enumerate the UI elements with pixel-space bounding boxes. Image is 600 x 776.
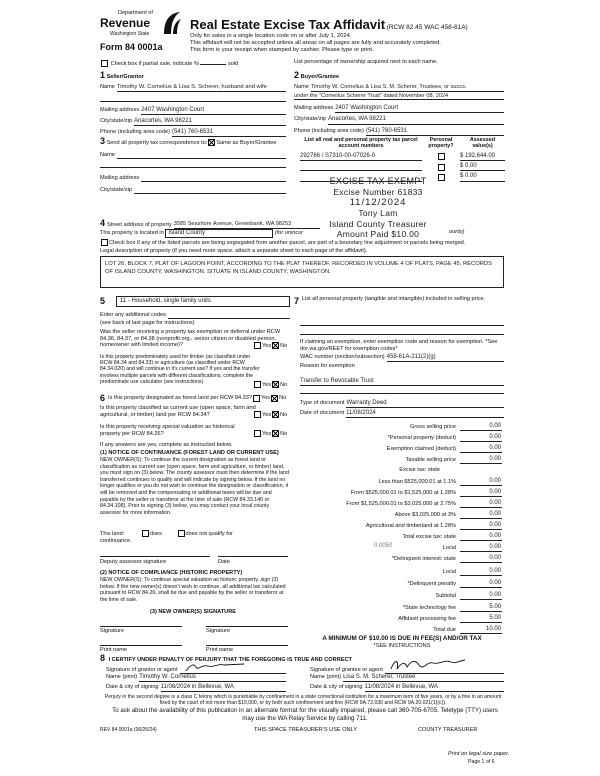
fee-label: *Delinquent penalty	[407, 581, 456, 588]
this-land-label: This land:	[100, 530, 125, 537]
buyer-phone-field[interactable]: (541) 760-6531	[366, 128, 504, 136]
section-number-3: 3	[100, 136, 106, 146]
fee-label: Local	[442, 569, 456, 576]
current-use-no-checkbox[interactable]	[272, 411, 279, 418]
county-field[interactable]: Island County	[165, 229, 273, 238]
stamp-line2: Excise Number 61833	[333, 186, 423, 197]
seller-city-field[interactable]: Anacortes, WA 98221	[134, 118, 286, 126]
fee-value[interactable]: 0.00	[460, 456, 502, 464]
current-use-yes-checkbox[interactable]	[254, 411, 261, 418]
treasurer-use-only: THIS SPACE TREASURER'S USE ONLY	[254, 727, 358, 733]
additional-codes-row	[100, 312, 290, 319]
signature-label2: Signature	[206, 628, 230, 634]
fee-row	[282, 421, 502, 431]
exemption-claim-label: If claiming an exemption, enter exemption code and reason for exemption. *See dor.wa.gov/REET for exemption codes*	[300, 339, 498, 352]
notice2-text: NEW OWNER(S): To continue special valuation as historic property, sign (3) below. If the new owner(s) doesn't wish to continue, all additional tax calculated pursuant to RCW 84.26, shall be due and payable by the seller or transferor at the time of sale.	[100, 577, 286, 603]
header-sub1: Only for sales in a single location code on or after July 1, 2024.	[190, 33, 352, 39]
wac-row	[300, 354, 504, 362]
q2-yes-checkbox[interactable]	[254, 381, 261, 388]
form-title	[190, 17, 468, 33]
doc-type-label: Type of document	[300, 400, 345, 406]
parcels-table	[300, 137, 505, 182]
historic-yes-label: Yes	[262, 430, 272, 437]
notice1-title: (1) NOTICE OF CONTINUANCE (FOREST LAND OR CURRENT USE)	[100, 450, 279, 456]
fee-label: Less than $525,000.01 at 1.1%	[378, 479, 456, 486]
wac-label: WAC number (section/subsection)	[300, 354, 385, 360]
partial-sold-label: sold	[228, 61, 239, 67]
page-number: Page 1 of 6	[468, 759, 495, 765]
fee-row	[282, 476, 502, 486]
section-number-4: 4	[100, 218, 106, 228]
rev-number: REV 84 0001a (06/26/24)	[100, 727, 157, 733]
this-land-row	[100, 530, 233, 538]
fee-row	[282, 464, 502, 474]
buyer-name-label: Name	[294, 83, 309, 90]
correspondence-label: Send all property tax correspondence to:	[106, 140, 208, 146]
signature-label1: Signature	[100, 628, 124, 634]
grantee-sig-label: Signature of grantee or agent	[310, 667, 383, 674]
section-number-7: 7	[294, 296, 300, 306]
new-owner-print-line1[interactable]	[100, 645, 182, 646]
fee-row	[282, 443, 502, 453]
current-use-no-label: No	[280, 411, 288, 418]
q1-no-checkbox[interactable]	[272, 342, 279, 349]
seller-mailing-label: Mailing address	[100, 106, 140, 113]
fee-row	[282, 578, 502, 588]
certify-label: I CERTIFY UNDER PENALTY OF PERJURY THAT THE FOREGOING IS TRUE AND CORRECT	[108, 657, 352, 663]
q2-yes-label: Yes	[262, 381, 272, 388]
buyer-city-label: City/state/zip	[294, 116, 327, 123]
doc-date-field[interactable]: 11/08/2024	[346, 410, 504, 418]
fee-row	[282, 613, 502, 623]
grantee-name-row	[310, 674, 504, 682]
parcel-row	[300, 163, 505, 171]
notice1-text: NEW OWNER(S): To continue the current designation as forest land or classification as current use (open space, farm and agriculture, or timber) land, you must sign on (3) below. The county assessor must then determine if the land transferred continues to qualify and will indicate by signing below. If the land no longer qualifies or you do not wish to continue the designation or classification, it will be removed and the compensating or additional taxes will be due and payable by the seller or transferor at the time of sale (RCW 84.33.140 or 84.34.108). Prior to signing (3) below, you may contact your local county assessor for more information.	[100, 457, 289, 516]
parcels-col1-header: List all real and personal property tax parcel account numbers	[304, 137, 418, 150]
section-number-5: 5	[100, 296, 106, 307]
does-label: does	[149, 530, 162, 537]
use-code-field[interactable]: 11 - Household, single family units	[116, 296, 290, 307]
personal-property-list	[294, 296, 506, 307]
accessibility-notice: To ask about the availability of this publication in an alternate format for the visually impaired, please call 360-705-6705. Teletype (TTY) users may use the WA Relay Service by calling 711.	[112, 707, 498, 722]
buyer-section	[294, 70, 504, 136]
fee-value[interactable]: 0.00	[460, 522, 502, 530]
section-number-2: 2	[294, 70, 300, 80]
buyer-phone-label: Phone (including area code)	[294, 127, 364, 134]
seller-city-label: City/state/zip	[100, 117, 133, 124]
seller-name-field[interactable]: Timothy W. Cornelius & Lisa S. Scherer, husband and wife	[117, 84, 286, 92]
fee-label: Subtotal	[435, 593, 456, 600]
new-owner-heading: (3) NEW OWNER(S) SIGNATURE	[150, 609, 236, 615]
seller-name-label: Name	[100, 83, 115, 90]
wac-field[interactable]: 458-61A-211(2)(g)	[387, 354, 504, 362]
new-owner-print-line2[interactable]	[206, 645, 288, 646]
fee-label: Local	[442, 545, 456, 552]
section-number-1: 1	[100, 70, 106, 80]
segregate-row	[100, 239, 504, 247]
fee-row	[282, 520, 502, 530]
list-pct-note: List percentage of ownership acquired next to each name.	[294, 59, 438, 65]
treasurer-stamp	[322, 176, 434, 239]
fee-label: *Personal property (deduct)	[387, 435, 456, 442]
corr-mailing-label: Mailing address	[100, 174, 140, 181]
grantor-date-field[interactable]: 11/08/2024 in Bellevue, WA	[161, 684, 286, 692]
fee-label: Above $3,025,000 at 3%	[394, 512, 456, 519]
grantor-name-row	[106, 674, 286, 682]
forest-yes-checkbox[interactable]	[253, 395, 260, 402]
see-instructions-note: *SEE INSTRUCTIONS	[373, 643, 431, 649]
fee-row	[282, 487, 502, 497]
notice2-title: (2) NOTICE OF COMPLIANCE (HISTORIC PROPERTY)	[100, 570, 243, 576]
segregate-label: Check box if any of the listed parcels are being segregated from another parcel, are part of a boundary line adjustment or parcels being merged.	[109, 239, 466, 246]
grantor-date-row	[106, 684, 286, 692]
continuance-label: continuance.	[100, 538, 132, 544]
forest-q1-text: Is this property designated as forest land per RCW 84.33?	[108, 395, 252, 402]
stamp-line1: EXCISE TAX EXEMPT	[329, 176, 427, 186]
fee-label: Taxable selling price	[405, 457, 456, 464]
unincorp-label: (for unincor	[274, 230, 304, 236]
county-treasurer-label: COUNTY TREASURER	[418, 727, 478, 733]
fee-row	[282, 602, 502, 612]
assessed-value-field[interactable]: $ 0.00	[460, 163, 505, 171]
partial-sale-label: Check box if partial sale, indicate %	[110, 61, 199, 67]
additional-codes-field[interactable]	[168, 312, 290, 319]
corr-name-line2[interactable]	[100, 159, 286, 168]
header-sub2: This affidavit will not be accepted unless all areas on all pages are fully and accurately completed.	[190, 40, 441, 46]
does-not-label: does not qualify for	[185, 530, 233, 537]
stamp-line6: Amount Paid $10.00	[336, 228, 420, 239]
buyer-mailing-field[interactable]: 2407 Washington Court	[335, 105, 504, 113]
use-code-row	[100, 296, 290, 307]
street-address-field[interactable]: 3585 Seashore Avenue, Greenbank, WA 98253	[174, 221, 320, 229]
fee-label: *State technology fee	[402, 605, 456, 612]
legal-label: Legal description of property (if you need more space, attach a separate sheet to each page of the affidavit).	[100, 248, 368, 254]
parcel-row	[300, 153, 505, 161]
corr-name-field[interactable]	[117, 152, 286, 159]
seller-name-line2[interactable]	[100, 92, 286, 102]
q1-yes-checkbox[interactable]	[254, 342, 261, 349]
grantee-name-field[interactable]: Lisa S. M. Scherer, Trustee	[343, 674, 504, 682]
historic-q3: Is this property receiving special valuation as historical property per RCW 84.26?	[100, 424, 235, 437]
grantee-signature-row	[310, 664, 504, 674]
fee-label: Affidavit processing fee	[398, 616, 456, 623]
q2-no-checkbox[interactable]	[272, 381, 279, 388]
grantor-signature-mark	[184, 661, 248, 673]
grantee-date-label: Date & city of signing	[310, 684, 363, 690]
seller-phone-field[interactable]: (541) 760-6531	[172, 129, 286, 137]
current-use-yes-label: Yes	[262, 411, 272, 418]
see-back-note: (see back of last page for instructions)	[100, 320, 195, 326]
fee-value[interactable]: 0.00	[460, 544, 502, 552]
timber-q2-text: Is this property predominately used for timber (as classified under RCW 84.34 and 84.33) or agriculture (as classified under RCW 84.34.020) and will continue in it's current use? If yes and the transfer involves multiple parcels with different classifications, complete the predominate use calculator (see instructions)	[100, 354, 260, 385]
corr-city-label: City/state/zip	[100, 186, 133, 193]
fee-value[interactable]: 0.00	[460, 533, 502, 541]
grantee-signature-mark	[389, 657, 469, 673]
fee-value[interactable]: 10.00	[460, 626, 502, 634]
partial-sale-checkbox[interactable]	[101, 60, 108, 67]
stamp-line5: Island County Treasurer	[329, 218, 427, 229]
forest-q1	[100, 393, 290, 404]
forest-yes-label: Yes	[260, 395, 271, 402]
assessed-value-field[interactable]: $ 192,644.00	[460, 153, 505, 161]
q1-no-label: No	[280, 342, 288, 349]
fee-row	[282, 509, 502, 519]
grantor-name-field[interactable]: Timothy W. Cornelius	[139, 674, 286, 682]
fee-value[interactable]: 0.00	[460, 478, 502, 486]
corr-city-field[interactable]	[134, 187, 286, 194]
fee-row	[282, 542, 502, 552]
personal-property-checkbox[interactable]	[438, 153, 445, 160]
historic-no-label: No	[280, 430, 288, 437]
legal-description-field[interactable]: LOT 26, BLOCK 7, PLAT OF LAGOON POINT, ACCORDING TO THE PLAT THEREOF, RECORDED IN VOLUME 4 OF PLATS, PAGE 45, RECORDS OF ISLAND COUNTY, WASHINGTON. SITUATE IN ISLAND COUNTY, WASHINGTON.	[100, 256, 504, 288]
dept-line2: Revenue	[100, 16, 151, 30]
deputy-label: Deputy assessor signature	[100, 559, 167, 565]
county-row	[100, 229, 303, 238]
fee-row	[282, 432, 502, 442]
fee-label: *Delinquent interest: state	[391, 556, 456, 563]
fee-value[interactable]: 0.00	[460, 555, 502, 563]
fee-value[interactable]: 5.00	[460, 604, 502, 612]
fee-label: Total excise tax: state	[402, 534, 456, 541]
fee-label: Exemption claimed (deduct)	[386, 446, 456, 453]
grantee-date-field[interactable]: 11/08/2024 in Bellevue, WA	[365, 684, 504, 692]
stamp-line3: 11/12/2024	[349, 196, 407, 208]
fee-value[interactable]: 5.00	[460, 615, 502, 623]
fee-label: Gross selling price	[409, 424, 456, 431]
grantee-date-row	[310, 684, 504, 692]
fee-value[interactable]: 0.00	[460, 423, 502, 431]
fee-value[interactable]: 0.00	[460, 434, 502, 442]
deputy-signature-line[interactable]	[100, 556, 210, 557]
segregate-checkbox[interactable]	[101, 239, 108, 246]
forest-no-checkbox[interactable]	[271, 395, 278, 402]
deputy-date-line[interactable]	[218, 556, 288, 557]
fee-row	[282, 566, 502, 576]
q1-yes-label: Yes	[262, 342, 272, 349]
exemption-q1-answer	[253, 342, 287, 350]
fee-value[interactable]: 0.00	[460, 592, 502, 600]
section-number-6: 6	[100, 393, 106, 403]
correspondence-section	[100, 136, 286, 194]
if-yes-note: If any answers are yes, complete as instructed below.	[100, 442, 233, 448]
partial-pct-field[interactable]	[200, 59, 226, 65]
grantee-name-label: Name (print)	[310, 674, 342, 680]
seller-phone-label: Phone (including area code)	[100, 129, 170, 136]
header-sub3: This form is your receipt when stamped by cashier. Please type or print.	[190, 47, 374, 53]
title-rcw: (RCW 82.45 WAC 458-61A)	[386, 24, 468, 31]
stamp-line4: Tony Lam	[358, 208, 398, 219]
fee-value[interactable]: 0.00	[460, 580, 502, 588]
fee-value[interactable]: 0.00	[460, 500, 502, 508]
fee-row	[282, 498, 502, 508]
dept-line1: Department of	[118, 10, 153, 16]
grantor-signature-field[interactable]	[180, 664, 286, 674]
reason-field[interactable]: Transfer to Revocable Trust	[300, 378, 504, 386]
fee-label: Agricultural and timberland at 1.28%	[365, 523, 456, 530]
minimum-due-note: A MINIMUM OF $10.00 IS DUE IN FEE(S) AND/OR TAX	[322, 635, 482, 642]
fee-value[interactable]: 0.00	[460, 511, 502, 519]
fee-value[interactable]: 0.00	[460, 568, 502, 576]
partial-sale-row	[100, 59, 238, 68]
dept-line3: Washington State	[110, 31, 150, 37]
new-owner-signature-line1[interactable]	[100, 626, 182, 627]
fee-label: Excise tax: state	[399, 467, 440, 474]
grantor-sig-label: Signature of grantor or agent	[106, 667, 178, 674]
fee-row	[282, 531, 502, 541]
grantor-name-label: Name (print)	[106, 674, 138, 680]
reason-label: Reason for exemption	[300, 363, 355, 369]
fee-row	[282, 624, 502, 634]
title-text: Real Estate Excise Tax Affidavit	[190, 17, 386, 32]
historic-no-checkbox[interactable]	[272, 430, 279, 437]
legal-paper-note: Print on legal size paper.	[448, 751, 510, 757]
personal-property-checkbox[interactable]	[438, 174, 445, 181]
forest-no-label: No	[279, 395, 287, 402]
parcel-number-field[interactable]	[300, 163, 422, 171]
buyer-name-field[interactable]: Timothy W. Cornelius & Lisa S. M. Scherer, Trustees, or succs.	[311, 84, 504, 92]
buyer-city-field[interactable]: Anacortes, WA 98221	[328, 116, 504, 124]
fee-label: From $525,000.01 to $1,525,000 at 1.28%	[350, 490, 456, 497]
print-name-label2: Print name	[206, 647, 234, 653]
fee-label: Total due	[433, 627, 456, 634]
does-checkbox[interactable]	[142, 530, 149, 537]
parcel-number-field[interactable]: 292766 / S7310-00-07026-0	[300, 153, 422, 161]
street-address-row	[100, 218, 320, 229]
corr-name-label: Name	[100, 151, 115, 158]
additional-codes-label: Enter any additional codes	[100, 312, 166, 318]
buyer-name-line2[interactable]: under the "Cornelius Scherer Trust" dated November 08, 2024	[294, 93, 504, 101]
doc-date-row	[300, 410, 504, 418]
reason-line2[interactable]	[300, 393, 504, 394]
located-label: This property is located in	[100, 230, 164, 236]
fee-row	[282, 553, 502, 563]
new-owner-signature-line2[interactable]	[206, 626, 288, 627]
fee-row	[282, 454, 502, 464]
exemption-q1-text: Was the seller receiving a property tax exemption or deferral under RCW 84.36, 84.37, or 84.38 (nonprofit org., senior citizen or disabled person, homeowner with limited income)?	[100, 329, 281, 349]
street-label: Street address of property	[107, 222, 172, 229]
assessed-value-field[interactable]: $ 0.00	[460, 173, 505, 181]
local-rate: 0.0050	[374, 543, 393, 549]
corr-mailing-field[interactable]	[141, 175, 286, 182]
parcels-col2-header: Personal property?	[428, 137, 454, 150]
print-name-label1: Print name	[100, 647, 128, 653]
buyer-heading: Buyer/Grantee	[300, 74, 340, 80]
q2-no-label: No	[280, 381, 288, 388]
timber-q2-answer	[253, 381, 287, 389]
personal-list-line2[interactable]	[300, 334, 504, 335]
doc-type-row	[300, 400, 504, 408]
grantor-date-label: Date & city of signing	[106, 684, 159, 690]
seller-heading: Seller/Grantor	[106, 74, 144, 80]
current-use-q2: Is this property classified as current use (open space, farm and agricultural, or timber) land per RCW 84.34?	[100, 405, 256, 418]
deputy-date-label: Date	[218, 559, 230, 565]
personal-list-label: List all personal property (tangible and intangible) included in selling price.	[302, 296, 486, 302]
same-as-buyer-checkbox[interactable]	[208, 139, 215, 146]
historic-yes-checkbox[interactable]	[254, 430, 261, 437]
grantor-signature-row	[106, 664, 286, 674]
fee-value[interactable]: 0.00	[460, 445, 502, 453]
buyer-mailing-label: Mailing address	[294, 105, 334, 112]
fee-row	[282, 590, 502, 600]
parcels-col3-header: Assessed value(s)	[469, 137, 496, 150]
personal-property-checkbox[interactable]	[438, 164, 445, 171]
seller-mailing-field[interactable]: 2407 Washington Court	[141, 107, 286, 115]
perjury-notice: Perjury in the second degree is a class C felony which is punishable by confinement in a state correctional institution for a maximum term of five years, or by a fine in an amount fixed by the court of not more than $10,000, or by both such confinement and fine (RCW 9A.72.030 and RCW 9A.20.021(1)(c)).	[104, 694, 502, 707]
section-number-8: 8	[100, 653, 106, 663]
doc-date-label: Date of document	[300, 410, 345, 416]
seller-section	[100, 70, 286, 137]
does-not-checkbox[interactable]	[178, 530, 185, 537]
doc-type-field[interactable]: Warranty Deed	[346, 400, 504, 408]
current-use-answer	[253, 411, 287, 419]
grantee-signature-field[interactable]	[385, 664, 504, 674]
fee-label: From $1,525,000.01 to $3,025,000 at 2.75%	[346, 501, 456, 508]
fee-value[interactable]: 0.00	[460, 489, 502, 497]
county-tail: ounty)	[449, 229, 465, 235]
form-number: Form 84 0001a	[100, 42, 163, 52]
timber-q2	[100, 354, 262, 385]
dor-emblem-icon	[160, 10, 182, 36]
same-as-buyer-label: Same as Buyer/Grantee	[216, 140, 277, 146]
personal-list-line1[interactable]	[300, 325, 504, 326]
